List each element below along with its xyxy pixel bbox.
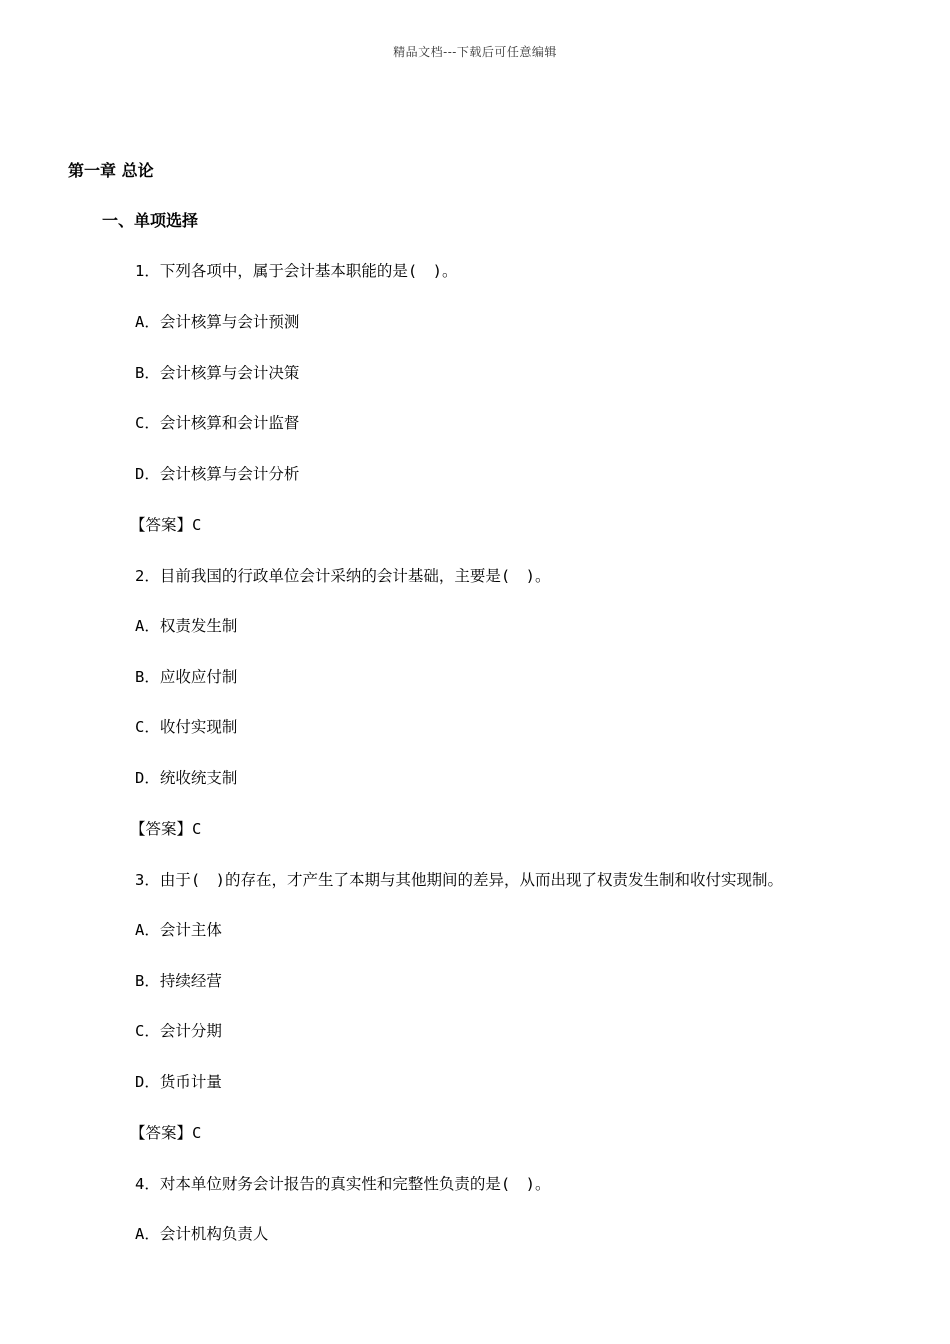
question-2-option-b: B．应收应付制	[135, 668, 238, 686]
question-1-option-c: C．会计核算和会计监督	[135, 414, 300, 432]
section-title: 一、单项选择	[102, 211, 199, 230]
question-2-option-c: C．收付实现制	[135, 718, 238, 736]
question-1-option-a: A．会计核算与会计预测	[135, 313, 300, 331]
page-header-text: 精品文档---下载后可任意编辑	[393, 45, 557, 59]
question-1-option-b: B．会计核算与会计决策	[135, 364, 300, 382]
question-1-option-d: D．会计核算与会计分析	[135, 465, 300, 483]
question-4-option-a: A．会计机构负责人	[135, 1225, 269, 1243]
question-3-answer: 【答案】C	[130, 1124, 202, 1142]
question-1-answer: 【答案】C	[130, 516, 202, 534]
question-2-stem: 2．目前我国的行政单位会计采纳的会计基础，主要是( )。	[135, 567, 551, 585]
question-2-option-a: A．权责发生制	[135, 617, 238, 635]
question-3-stem: 3．由于( )的存在，才产生了本期与其他期间的差异，从而出现了权责发生制和收付实现制。	[135, 871, 783, 889]
question-4-stem: 4．对本单位财务会计报告的真实性和完整性负责的是( )。	[135, 1175, 551, 1193]
question-1-stem: 1．下列各项中，属于会计基本职能的是( )。	[135, 262, 458, 280]
question-3-option-a: A．会计主体	[135, 921, 222, 939]
question-3-option-c: C．会计分期	[135, 1022, 222, 1040]
question-2-option-d: D．统收统支制	[135, 769, 238, 787]
question-3-option-b: B．持续经营	[135, 972, 222, 990]
chapter-title: 第一章 总论	[68, 161, 154, 180]
question-3-option-d: D．货币计量	[135, 1073, 222, 1091]
question-2-answer: 【答案】C	[130, 820, 202, 838]
